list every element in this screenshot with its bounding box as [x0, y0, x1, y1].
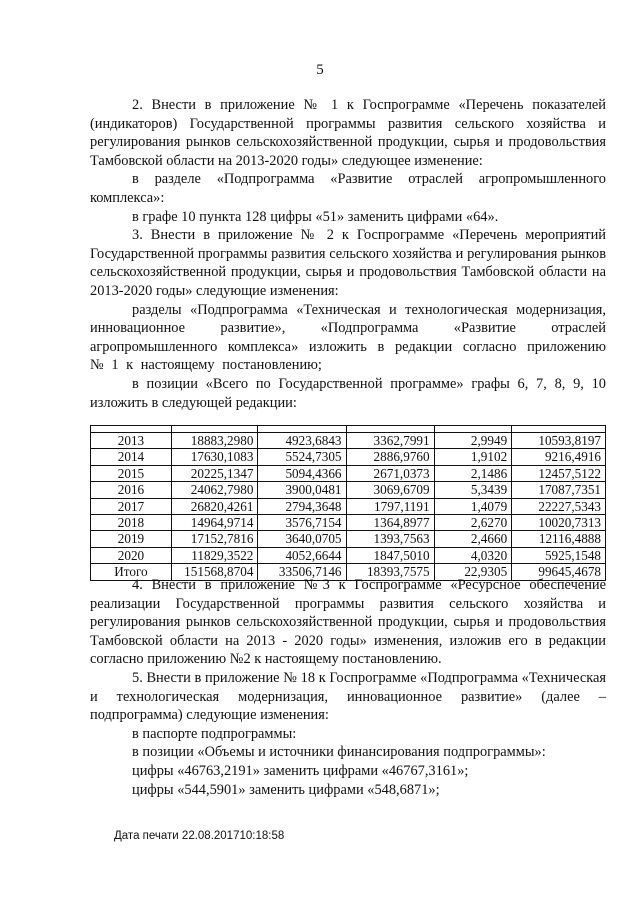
table-cell: 11829,3522 [171, 547, 258, 563]
table-cell: 12116,4888 [512, 531, 606, 547]
table-cell: 4923,6843 [258, 433, 346, 449]
table-cell: 9216,4916 [512, 449, 606, 465]
table-cell: 5925,1548 [512, 547, 606, 563]
table-cell: 1,4079 [434, 498, 512, 514]
paragraph-replace-2: цифры «544,5901» заменить цифрами «548,6871»; [132, 781, 440, 798]
table-cell: 22227,5343 [512, 498, 606, 514]
table-cell: 99645,4678 [512, 564, 606, 580]
paragraph-appendix-3: 4. Внести в приложение №3 к Госпрограмме «Ресурсное обеспечение реализации Государственной программы развития сельского хозяйства и регулирования рынков сельскохозяйственной продукции, сырья и продовольствия Тамбовской области на 2013 - 2020 годы» изменения, изложив его в редакции согласно приложению №2 к настоящему постановлению. [90, 577, 606, 668]
table-cell: 4,0320 [434, 547, 512, 563]
table-cell: 18883,2980 [171, 433, 258, 449]
table-row [91, 515, 606, 531]
table-cell: 3900,0481 [258, 482, 346, 498]
table-cell: 24062,7980 [171, 482, 258, 498]
table-cell: 2886,9760 [346, 449, 434, 465]
table-cell: 10020,7313 [512, 515, 606, 531]
table-cell: 14964,9714 [171, 515, 258, 531]
table-cell: 151568,8704 [171, 564, 258, 580]
table-cell: 3069,6709 [346, 482, 434, 498]
table-cell: 1,9102 [434, 449, 512, 465]
table-cell-year: 2016 [91, 482, 172, 498]
table-cell-year: 2017 [91, 498, 172, 514]
document-body-bottom [90, 576, 606, 799]
paragraph-sections: разделы «Подпрограмма «Техническая и технологическая модернизация, инновационное развитие», «Подпрограмма «Развитие отраслей агропромышленного комплекса» изложить в редакции согласно приложению № 1 к настоящему постановлению; [90, 301, 606, 374]
paragraph-appendix-18: 5. Внести в приложение № 18 к Госпрограмме «Подпрограмма «Техническая и технологическая модернизация, инновационное развитие» (далее – подпрограмма) следующие изменения: [90, 669, 606, 724]
table-cell: 2,4660 [434, 531, 512, 547]
paragraph-section: в разделе «Подпрограмма «Развитие отраслей агропромышленного комплекса»: [90, 171, 606, 206]
table-cell: 3640,0705 [258, 531, 346, 547]
table-row [91, 465, 606, 481]
table-cell: 26820,4261 [171, 498, 258, 514]
table-cell-year: 2013 [91, 433, 172, 449]
table-row [91, 449, 606, 465]
paragraph-column-10: в графе 10 пункта 128 цифры «51» заменить цифрами «64». [132, 208, 499, 225]
paragraph-passport: в паспорте подпрограммы: [132, 725, 297, 742]
paragraph-total-position: в позиции «Всего по Государственной программе» графы 6, 7, 8, 9, 10 изложить в следующей редакции: [90, 375, 606, 411]
table-cell: 5524,7305 [258, 449, 346, 465]
paragraph-appendix-1: 2. Внести в приложение № 1 к Госпрограмме «Перечень показателей (индикаторов) Государственной программы развития сельского хозяйства и регулирования рынков сельскохозяйственной продукции, сырья и продовольствия Тамбовской области на 2013-2020 годы» следующее изменение: [90, 97, 606, 169]
table-cell-total-label: Итого [91, 564, 172, 580]
table-cell: 5094,4366 [258, 465, 346, 481]
paragraph-replace-1: цифры «46763,2191» заменить цифрами «46767,3161»; [132, 762, 469, 779]
print-date-footer: Дата печати 22.08.201710:18:58 [114, 830, 285, 842]
table-row-partial [91, 426, 606, 433]
table-cell-year: 2014 [91, 449, 172, 465]
table-cell: 10593,8197 [512, 433, 606, 449]
table-cell: 17630,1083 [171, 449, 258, 465]
document-body-top [90, 96, 606, 412]
table-cell: 1393,7563 [346, 531, 434, 547]
table-cell: 12457,5122 [512, 465, 606, 481]
table-cell: 3362,7991 [346, 433, 434, 449]
table-cell: 17087,7351 [512, 482, 606, 498]
funding-table [90, 425, 606, 581]
table-row [91, 498, 606, 514]
page-number: 5 [316, 62, 324, 78]
table-cell-year: 2019 [91, 531, 172, 547]
table-cell: 1364,8977 [346, 515, 434, 531]
table-cell: 22,9305 [434, 564, 512, 580]
paragraph-appendix-2: 3. Внести в приложение № 2 к Госпрограмме «Перечень мероприятий Государственной программы развития сельского хозяйства и регулирования рынков сельскохозяйственной продукции, сырья и продовольствия Тамбовской области на 2013-2020 годы» следующие изменения: [90, 227, 606, 299]
table-cell: 1797,1191 [346, 498, 434, 514]
table-cell: 18393,7575 [346, 564, 434, 580]
table-cell: 2794,3648 [258, 498, 346, 514]
table-cell: 2,6270 [434, 515, 512, 531]
funding-table-wrapper [90, 425, 606, 581]
table-cell: 17152,7816 [171, 531, 258, 547]
table-cell-year: 2020 [91, 547, 172, 563]
paragraph-position-volumes: в позиции «Объемы и источники финансирования подпрограммы»: [132, 744, 546, 761]
table-row [91, 482, 606, 498]
table-cell: 2671,0373 [346, 465, 434, 481]
table-row [91, 547, 606, 563]
table-row [91, 433, 606, 449]
table-cell-year: 2018 [91, 515, 172, 531]
table-cell: 3576,7154 [258, 515, 346, 531]
table-cell: 2,1486 [434, 465, 512, 481]
table-cell: 5,3439 [434, 482, 512, 498]
table-cell-year: 2015 [91, 465, 172, 481]
table-cell: 2,9949 [434, 433, 512, 449]
table-cell: 1847,5010 [346, 547, 434, 563]
table-cell: 20225,1347 [171, 465, 258, 481]
table-row [91, 531, 606, 547]
table-cell: 33506,7146 [258, 564, 346, 580]
table-cell: 4052,6644 [258, 547, 346, 563]
